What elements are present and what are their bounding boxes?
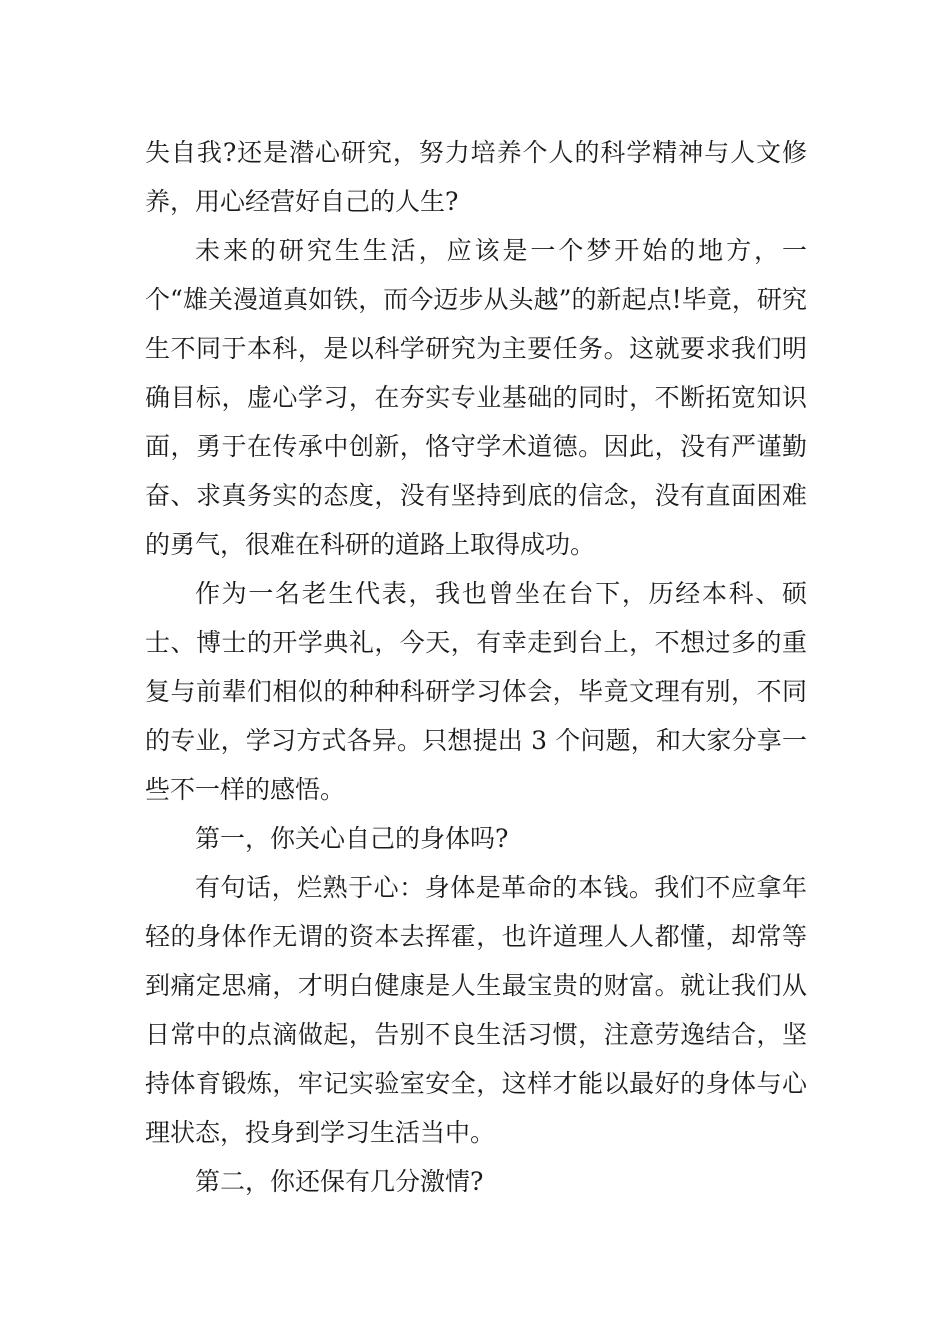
paragraph-5: 有句话，烂熟于心：身体是革命的本钱。我们不应拿年轻的身体作无谓的资本去挥霍，也许道理人人都懂，却常等到痛定思痛，才明白健康是人生最宝贵的财富。就让我们从日常中的点滴做起，告别不良生活习惯，注意劳逸结合，坚持体育锻炼，牢记实验室安全，这样才能以最好的身体与心理状态，投身到学习生活当中。 xyxy=(145,873,807,1147)
paragraph-1: 失自我?还是潜心研究，努力培养个人的科学精神与人文修养，用心经营好自己的人生? xyxy=(145,138,807,216)
paragraph-6: 第二，你还保有几分激情? xyxy=(195,1167,484,1196)
paragraph-2: 未来的研究生生活，应该是一个梦开始的地方，一个“雄关漫道真如铁，而今迈步从头越”的新起点!毕竟，研究生不同于本科，是以科学研究为主要任务。这就要求我们明确目标，虚心学习，在夯实专业基础的同时，不断拓宽知识面，勇于在传承中创新，恪守学术道德。因此，没有严谨勤奋、求真务实的态度，没有坚持到底的信念，没有直面困难的勇气，很难在科研的道路上取得成功。 xyxy=(145,236,807,559)
paragraph-3: 作为一名老生代表，我也曾坐在台下，历经本科、硕士、博士的开学典礼，今天，有幸走到台上，不想过多的重复与前辈们相似的种种科研学习体会，毕竟文理有别，不同的专业，学习方式各异。只想提出 3 个问题，和大家分享一些不一样的感悟。 xyxy=(145,579,807,804)
document-body xyxy=(145,128,807,1206)
paragraph-4: 第一，你关心自己的身体吗? xyxy=(195,824,509,853)
